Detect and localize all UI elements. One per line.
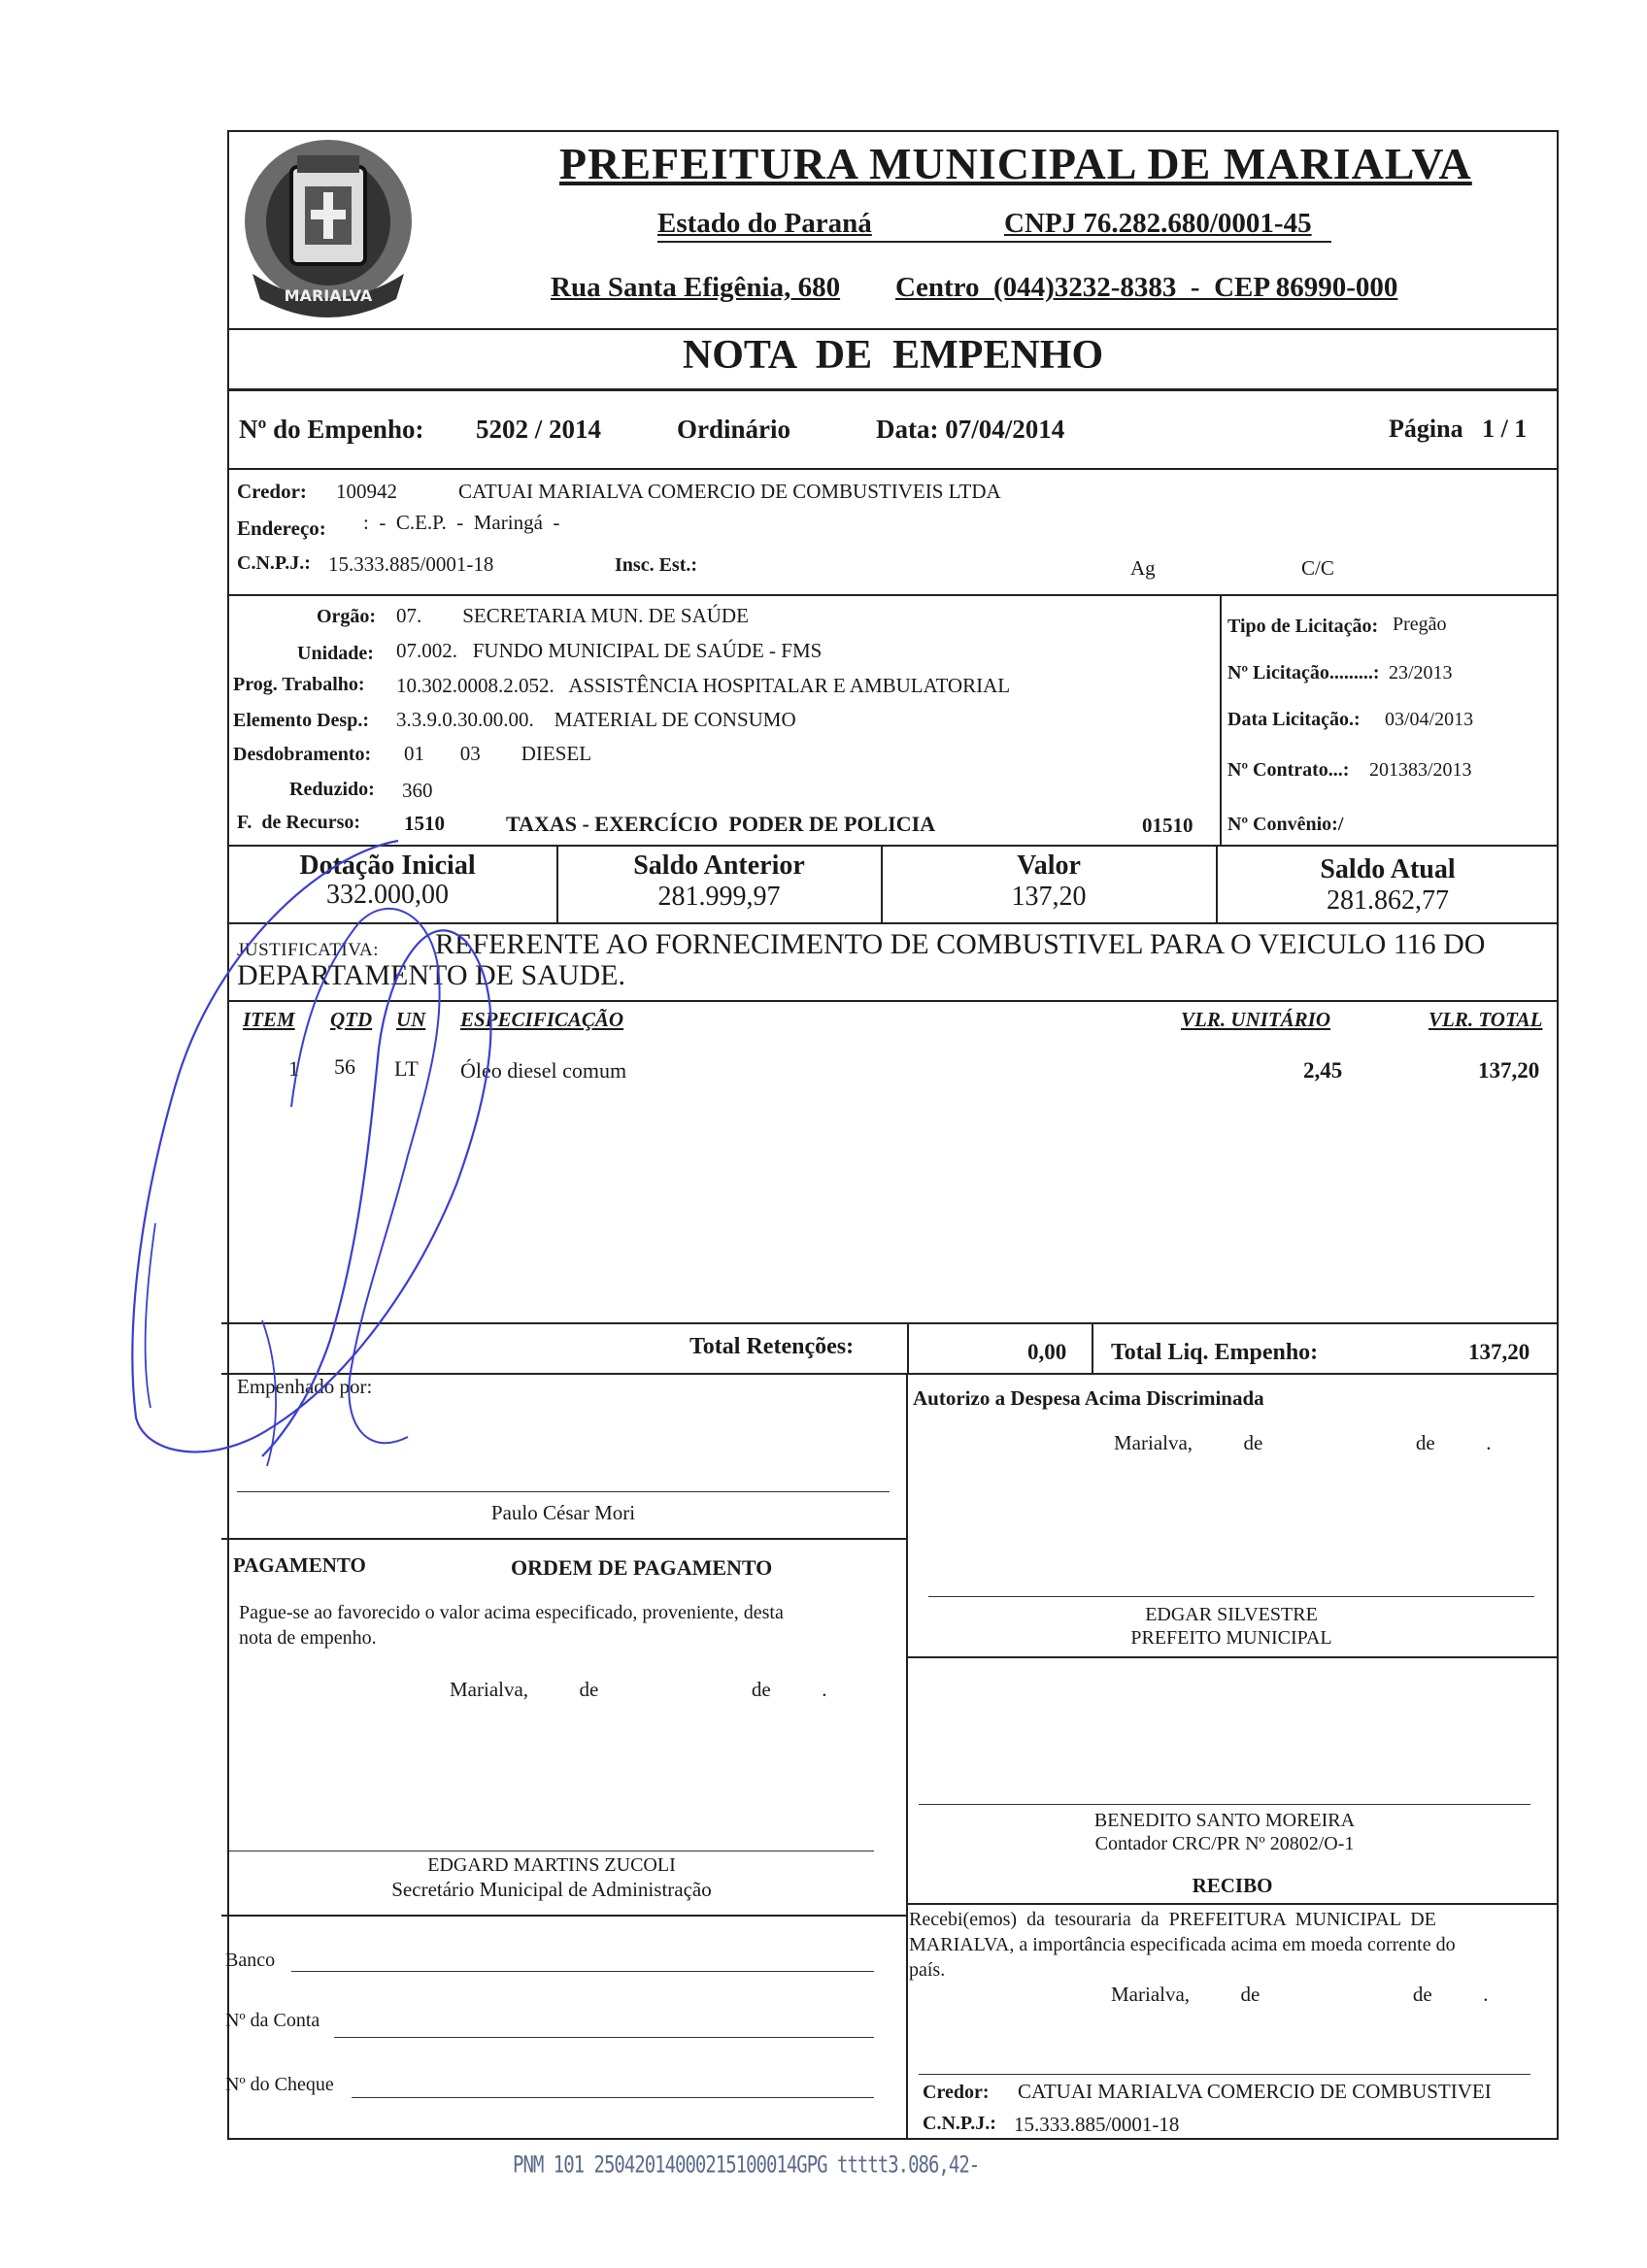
valor-label: Valor bbox=[1017, 850, 1081, 881]
contador-name: BENEDITO SANTO MOREIRA bbox=[1093, 1810, 1356, 1831]
recibo-credor-value: CATUAI MARIALVA COMERCIO DE COMBUSTIVEI bbox=[1018, 2080, 1492, 2103]
divider bbox=[221, 1915, 906, 1917]
divider bbox=[907, 1322, 909, 1373]
contrato-label: Nº Contrato...: bbox=[1227, 759, 1350, 781]
contrato-value: 201383/2013 bbox=[1369, 759, 1472, 781]
credor-cnpj-label: C.N.P.J.: bbox=[237, 552, 311, 574]
pagamento-label: PAGAMENTO bbox=[233, 1553, 366, 1577]
contador-title: Contador CRC/PR Nº 20802/O-1 bbox=[1094, 1833, 1355, 1854]
col-header-item: ITEM bbox=[243, 1008, 295, 1031]
justificativa-line2: DEPARTAMENTO DE SAUDE. bbox=[237, 959, 625, 991]
divider bbox=[906, 1903, 1559, 1905]
state-label: Estado do Paraná bbox=[657, 208, 872, 239]
credor-label: Credor: bbox=[237, 480, 307, 503]
handwritten-signature bbox=[97, 835, 680, 1495]
saldo-anterior-label: Saldo Anterior bbox=[633, 850, 805, 881]
phone-cep-label: Centro (044)3232-8383 - CEP 86990-000 bbox=[895, 272, 1398, 303]
header-underline bbox=[657, 241, 1331, 243]
col-header-vlr-unitario: VLR. UNITÁRIO bbox=[1181, 1008, 1331, 1031]
unidade-value: 07.002. FUNDO MUNICIPAL DE SAÚDE - FMS bbox=[396, 639, 823, 662]
address-label: Rua Santa Efigênia, 680 bbox=[551, 272, 841, 303]
signature-line bbox=[919, 2074, 1530, 2075]
empenhado-label: Empenhado por: bbox=[237, 1375, 373, 1398]
banco-field-line[interactable] bbox=[291, 1971, 874, 1972]
item-total-value: 137,20 bbox=[1478, 1058, 1540, 1083]
secretario-title: Secretário Municipal de Administração bbox=[391, 1878, 712, 1901]
address-field-value: : - C.E.P. - Maringá - bbox=[363, 511, 560, 534]
banco-label: Banco bbox=[225, 1950, 276, 1971]
page-title: PREFEITURA MUNICIPAL DE MARIALVA bbox=[559, 139, 1472, 188]
signature-line bbox=[919, 1804, 1530, 1805]
ag-label: Ag bbox=[1130, 556, 1156, 580]
pague-city-date: Marialva, de de . bbox=[450, 1678, 827, 1701]
credor-name: CATUAI MARIALVA COMERCIO DE COMBUSTIVEIS LTDA bbox=[458, 480, 1001, 503]
pague-line-2: nota de empenho. bbox=[239, 1627, 377, 1649]
convenio-label: Nº Convênio:/ bbox=[1227, 814, 1344, 835]
credor-code: 100942 bbox=[336, 480, 397, 503]
elemento-value: 3.3.9.0.30.00.00. MATERIAL DE CONSUMO bbox=[396, 708, 796, 731]
recibo-line-1: Recebi(emos) da tesouraria da PREFEITURA MUNICIPAL DE bbox=[909, 1909, 1436, 1930]
divider bbox=[227, 468, 1559, 470]
svg-text:MARIALVA: MARIALVA bbox=[284, 286, 373, 305]
recibo-line-3: país. bbox=[909, 1959, 946, 1981]
reduzido-value: 360 bbox=[402, 779, 433, 802]
prog-trabalho-value: 10.302.0008.2.052. ASSISTÊNCIA HOSPITALAR E AMBULATORIAL bbox=[396, 674, 1011, 697]
dotacao-label: Dotação Inicial bbox=[299, 850, 476, 881]
desdobramento-label: Desdobramento: bbox=[233, 744, 372, 765]
item-qtd: 56 bbox=[334, 1054, 355, 1079]
cheque-field-line[interactable] bbox=[352, 2097, 874, 2098]
desdobramento-value: 01 03 DIESEL bbox=[404, 742, 592, 765]
col-header-qtd: QTD bbox=[330, 1008, 373, 1031]
tipo-licitacao-value: Pregão bbox=[1393, 614, 1447, 635]
divider bbox=[1220, 594, 1222, 845]
col-header-un: UN bbox=[396, 1008, 426, 1031]
empenho-number: 5202 / 2014 bbox=[476, 415, 602, 444]
data-licitacao-label: Data Licitação.: bbox=[1227, 709, 1361, 730]
recibo-cnpj-value: 15.333.885/0001-18 bbox=[1014, 2113, 1180, 2136]
item-un: LT bbox=[394, 1056, 419, 1081]
secretario-name: EDGARD MARTINS ZUCOLI bbox=[427, 1854, 676, 1876]
data-licitacao: 03/04/2013 bbox=[1385, 709, 1474, 730]
cheque-label: Nº do Cheque bbox=[225, 2074, 334, 2095]
autorizo-label: Autorizo a Despesa Acima Discriminada bbox=[913, 1386, 1264, 1410]
insc-est-label: Insc. Est.: bbox=[615, 554, 698, 576]
recibo-credor-label: Credor: bbox=[923, 2082, 990, 2103]
document-title: NOTA DE EMPENHO bbox=[682, 333, 1104, 378]
divider bbox=[227, 328, 1559, 330]
prefeito-title: PREFEITO MUNICIPAL bbox=[1130, 1627, 1332, 1649]
fonte-recurso-code: 01510 bbox=[1142, 814, 1193, 837]
justificativa-label: JUSTIFICATIVA: bbox=[237, 940, 380, 960]
saldo-atual-value: 281.862,77 bbox=[1327, 885, 1449, 916]
fonte-recurso-value: 1510 bbox=[404, 812, 445, 835]
item-spec: Óleo diesel comum bbox=[460, 1058, 627, 1083]
divider bbox=[906, 1656, 1559, 1658]
conta-field-line[interactable] bbox=[334, 2037, 874, 2038]
prefeito-name: EDGAR SILVESTRE bbox=[1145, 1604, 1318, 1625]
signature-line bbox=[928, 1596, 1534, 1597]
credor-cnpj: 15.333.885/0001-18 bbox=[328, 552, 494, 576]
saldo-atual-label: Saldo Atual bbox=[1320, 854, 1456, 884]
cnpj-label: CNPJ 76.282.680/0001-45 bbox=[1004, 208, 1312, 239]
divider bbox=[221, 1538, 906, 1540]
prog-trabalho-label: Prog. Trabalho: bbox=[233, 674, 365, 695]
total-liq-value: 137,20 bbox=[1468, 1340, 1530, 1364]
orgao-label: Orgão: bbox=[317, 606, 377, 627]
saldo-anterior-value: 281.999,97 bbox=[657, 882, 781, 912]
fonte-recurso-desc: TAXAS - EXERCÍCIO PODER DE POLICIA bbox=[506, 812, 936, 836]
footer-barcode-text: PNM 101 25042014000215100014GPG ttttt3.086,42- bbox=[513, 2151, 980, 2179]
empenho-number-label: Nº do Empenho: bbox=[239, 415, 424, 444]
fonte-recurso-label: F. de Recurso: bbox=[237, 812, 361, 833]
tipo-licitacao-label: Tipo de Licitação: bbox=[1227, 616, 1379, 637]
cc-label: C/C bbox=[1301, 556, 1334, 580]
recibo-cnpj-label: C.N.P.J.: bbox=[923, 2113, 996, 2134]
dotacao-value: 332.000,00 bbox=[326, 880, 449, 910]
total-retencoes-value: 0,00 bbox=[1027, 1340, 1067, 1364]
empenho-type: Ordinário bbox=[677, 415, 791, 444]
unidade-label: Unidade: bbox=[297, 643, 374, 664]
justificativa-line1: REFERENTE AO FORNECIMENTO DE COMBUSTIVEL PARA O VEICULO 116 DO bbox=[435, 928, 1486, 960]
orgao-value: 07. SECRETARIA MUN. DE SAÚDE bbox=[396, 604, 749, 627]
empenho-date: Data: 07/04/2014 bbox=[876, 415, 1065, 444]
divider bbox=[906, 1373, 908, 2140]
total-retencoes-label: Total Retenções: bbox=[689, 1334, 855, 1359]
licitacao-number-label: Nº Licitação.........: bbox=[1227, 662, 1380, 684]
recibo-line-2: MARIALVA, a importância especificada acima em moeda corrente do bbox=[909, 1934, 1456, 1955]
elemento-label: Elemento Desp.: bbox=[233, 710, 369, 731]
recibo-title: RECIBO bbox=[1192, 1874, 1273, 1897]
divider bbox=[227, 388, 1559, 391]
col-header-vlr-total: VLR. TOTAL bbox=[1429, 1008, 1543, 1031]
item-unit-value: 2,45 bbox=[1303, 1058, 1343, 1083]
licitacao-number: 23/2013 bbox=[1389, 662, 1453, 684]
divider bbox=[1092, 1322, 1093, 1373]
empenhado-name: Paulo César Mori bbox=[490, 1501, 636, 1524]
pague-line-1: Pague-se ao favorecido o valor acima especificado, proveniente, desta bbox=[239, 1602, 784, 1623]
item-number: 1 bbox=[288, 1056, 299, 1081]
divider bbox=[227, 594, 1559, 596]
ordem-pagamento-label: ORDEM DE PAGAMENTO bbox=[511, 1555, 773, 1580]
page-number: Página 1 / 1 bbox=[1389, 415, 1528, 443]
total-liq-label: Total Liq. Empenho: bbox=[1111, 1340, 1319, 1365]
reduzido-label: Reduzido: bbox=[289, 779, 375, 800]
autorizo-city-date: Marialva, de de . bbox=[1114, 1431, 1492, 1454]
address-field-label: Endereço: bbox=[237, 517, 326, 540]
recibo-city-date: Marialva, de de . bbox=[1111, 1983, 1489, 2006]
conta-label: Nº da Conta bbox=[225, 2010, 320, 2031]
valor-value: 137,20 bbox=[1011, 882, 1087, 912]
col-header-especificacao: ESPECIFICAÇÃO bbox=[460, 1008, 624, 1031]
